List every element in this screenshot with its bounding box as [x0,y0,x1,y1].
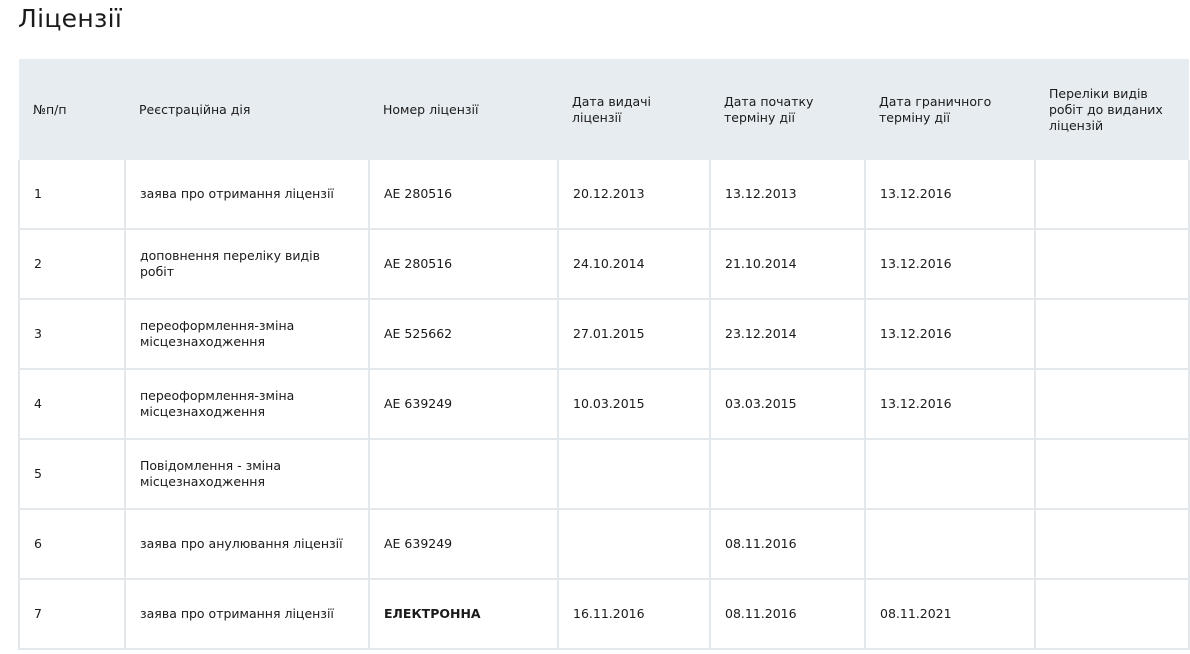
licenses-table-container [18,59,1163,650]
cell-work-types [1035,509,1189,579]
cell-end-date: 13.12.2016 [865,160,1035,229]
table-row [19,369,1189,439]
cell-start-date: 23.12.2014 [710,299,865,369]
cell-registration-action: заява про анулювання ліцензії [125,509,369,579]
cell-start-date: 03.03.2015 [710,369,865,439]
header-number: №п/п [19,59,125,160]
cell-work-types [1035,369,1189,439]
cell-work-types [1035,439,1189,509]
cell-start-date: 08.11.2016 [710,579,865,649]
table-row [19,229,1189,299]
cell-license-number [369,439,558,509]
cell-work-types [1035,229,1189,299]
cell-license-number: ЕЛЕКТРОННА [369,579,558,649]
cell-end-date: 13.12.2016 [865,369,1035,439]
cell-work-types [1035,160,1189,229]
cell-issue-date: 16.11.2016 [558,579,710,649]
cell-registration-action: заява про отримання ліцензії [125,579,369,649]
page-title: Ліцензії [18,4,123,33]
cell-work-types [1035,579,1189,649]
cell-license-number: АЕ 639249 [369,509,558,579]
cell-end-date: 08.11.2021 [865,579,1035,649]
header-registration-action: Реєстраційна дія [125,59,369,160]
cell-issue-date: 10.03.2015 [558,369,710,439]
header-start-date: Дата початку терміну дії [710,59,865,160]
cell-number: 6 [19,509,125,579]
cell-registration-action: переоформлення-зміна місцезнаходження [125,299,369,369]
table-header-row [19,59,1189,160]
cell-registration-action: переоформлення-зміна місцезнаходження [125,369,369,439]
cell-end-date: 13.12.2016 [865,229,1035,299]
cell-number: 1 [19,160,125,229]
header-issue-date: Дата видачі ліцензії [558,59,710,160]
cell-number: 7 [19,579,125,649]
header-license-number: Номер ліцензії [369,59,558,160]
header-end-date: Дата граничного терміну дії [865,59,1035,160]
cell-work-types [1035,299,1189,369]
cell-end-date [865,439,1035,509]
cell-issue-date: 24.10.2014 [558,229,710,299]
table-row [19,509,1189,579]
cell-end-date [865,509,1035,579]
cell-start-date: 21.10.2014 [710,229,865,299]
header-work-types: Переліки видів робіт до виданих ліцензій [1035,59,1189,160]
cell-start-date: 13.12.2013 [710,160,865,229]
cell-number: 3 [19,299,125,369]
table-row [19,579,1189,649]
cell-issue-date [558,509,710,579]
cell-registration-action: Повідомлення - зміна місцезнаходження [125,439,369,509]
cell-number: 2 [19,229,125,299]
cell-license-number: АЕ 280516 [369,229,558,299]
cell-start-date: 08.11.2016 [710,509,865,579]
cell-license-number: АЕ 280516 [369,160,558,229]
cell-issue-date [558,439,710,509]
table-row [19,160,1189,229]
cell-license-number: АЕ 525662 [369,299,558,369]
cell-number: 4 [19,369,125,439]
cell-number: 5 [19,439,125,509]
cell-start-date [710,439,865,509]
cell-issue-date: 27.01.2015 [558,299,710,369]
cell-license-number: АЕ 639249 [369,369,558,439]
licenses-table [18,59,1190,650]
table-row [19,439,1189,509]
cell-registration-action: доповнення переліку видів робіт [125,229,369,299]
cell-issue-date: 20.12.2013 [558,160,710,229]
table-row [19,299,1189,369]
cell-registration-action: заява про отримання ліцензії [125,160,369,229]
cell-end-date: 13.12.2016 [865,299,1035,369]
